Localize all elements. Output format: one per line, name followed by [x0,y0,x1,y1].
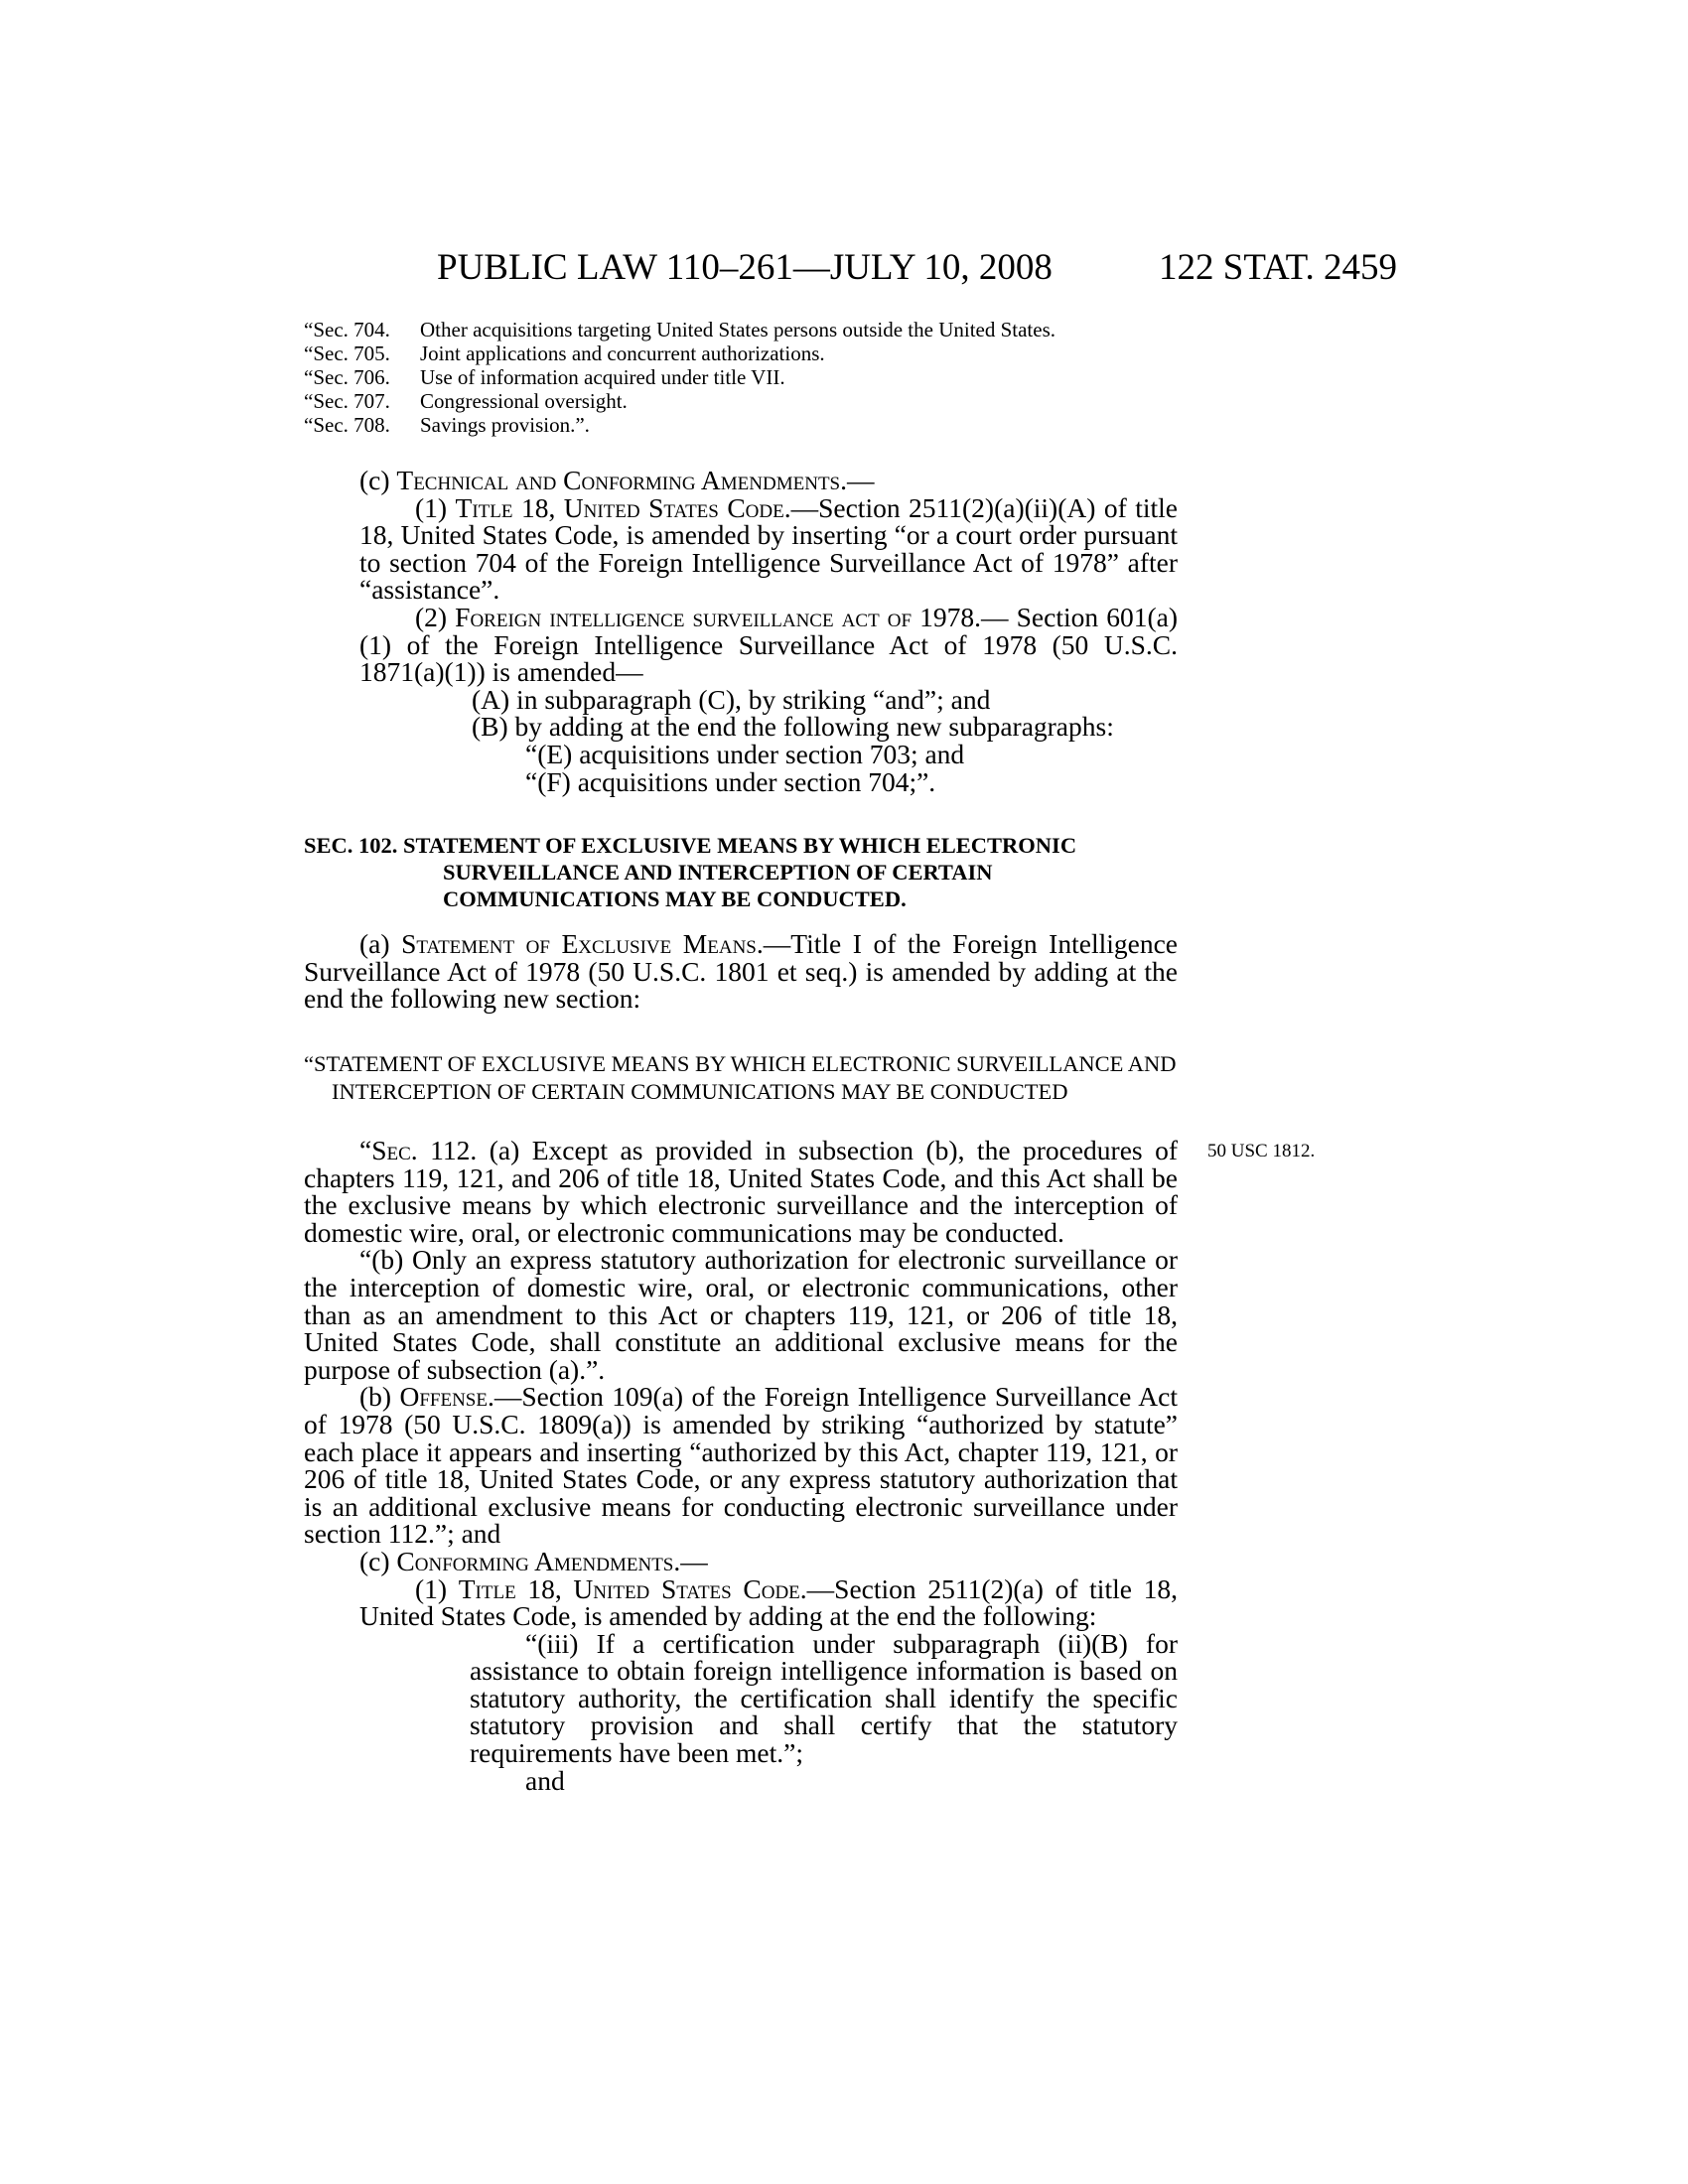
subparagraph-F: “(F) acquisitions under section 704;”. [525,765,936,797]
section-102-heading-block [304,832,1178,912]
paragraph-1: (1) Title 18, United States Code.—Section 2511(2)(a)(ii)(A) of title 18, United States Code, is amended by inserting “or a court order pursuant to section 704 of the Foreign Intelligence Surveillance Act of 1978” after “assistance”. [359,491,1178,606]
section-112-block [304,1137,1178,1794]
subsection-a: (a) Statement of Exclusive Means.—Title I of the Foreign Intelligence Surveillance Act of 1978 (50 U.S.C. 1801 et seq.) is amended by adding at the end the following new section: [304,928,1178,1015]
toc-item: “Sec. 704. Other acquisitions targeting United States persons outside the United States. [304,318,1056,341]
subsection-c-heading: (c) Technical and Conforming Amendments.— [359,465,875,495]
subparagraph-E: “(E) acquisitions under section 703; and [525,738,965,769]
section-heading: SEC. 102. STATEMENT OF EXCLUSIVE MEANS BY WHICH ELECTRONIC SURVEILLANCE AND INTERCEPTION OF CERTAIN COMMUNICATIONS MAY BE CONDUCTED. [304,833,1077,911]
toc-item: “Sec. 708. Savings provision.”. [304,413,590,437]
section-caption: “STATEMENT OF EXCLUSIVE MEANS BY WHICH ELECTRONIC SURVEILLANCE AND INTERCEPTION OF CERTAIN COMMUNICATIONS MAY BE CONDUCTED [304,1051,1177,1104]
subparagraph-A: (A) in subparagraph (C), by striking “and”; and [472,683,991,715]
section-112-a: “Sec. 112. (a) Except as provided in subsection (b), the procedures of chapters 119, 121, and 206 of title 18, United States Code, and this Act shall be the exclusive means by which electronic surveillance and the interception of domestic wire, oral, or electronic communications may be conducted. [304,1135,1178,1248]
conforming-paragraph-1: (1) Title 18, United States Code.—Section 2511(2)(a) of title 18, United States Code, is amended by adding at the end the following: [359,1572,1178,1632]
section-112-b: “(b) Only an express statutory authorization for electronic surveillance or the interception of domestic wire, oral, or electronic communications, other than as an amendment to this Act or chapters 119, 121, or 206 of title 18, United States Code, shall constitute an additional exclusive means for the purpose of subsection (a).”. [304,1244,1178,1385]
paragraph-2: (2) Foreign intelligence surveillance act of 1978.— Section 601(a)(1) of the Foreign Intelligence Surveillance Act of 1978 (50 U.S.C. 1871(a)(1)) is amended— [359,601,1178,688]
page-reference: 122 STAT. 2459 [1159,247,1397,288]
subparagraph-B: (B) by adding at the end the following new subparagraphs: [472,711,1114,743]
toc-item: “Sec. 707. Congressional oversight. [304,389,628,413]
table-of-contents [304,318,1178,437]
new-section-caption-block [304,1050,1178,1106]
clause-iii: “(iii) If a certification under subparagraph (ii)(B) for assistance to obtain foreign intelligence information is based on statutory authority, the certification shall identify the specific statutory provision and shall certify that the statutory requirements have been met.”; [470,1627,1178,1769]
margin-note: 50 USC 1812. [1207,1141,1316,1161]
page-title: PUBLIC LAW 110–261—JULY 10, 2008 [437,247,1053,288]
subsection-c-conforming: (c) Conforming Amendments.— [359,1545,708,1576]
toc-item: “Sec. 705. Joint applications and concurrent authorizations. [304,341,825,365]
section-102-subsection-a [304,930,1178,1013]
clause-iii-and: and [525,1764,565,1796]
toc-item: “Sec. 706. Use of information acquired under title VII. [304,365,785,389]
technical-amendments-block [304,467,1178,795]
subsection-b-offense: (b) Offense.—Section 109(a) of the Foreign Intelligence Surveillance Act of 1978 (50 U.S.C. 1809(a)) is amended by striking “authorized by statute” each place it appears and inserting “authorized by this Act, chapter 119, 121, or 206 of title 18, United States Code, or any express statutory authorization that is an additional exclusive means for conducting electronic surveillance under section 112.”; and [304,1381,1178,1550]
